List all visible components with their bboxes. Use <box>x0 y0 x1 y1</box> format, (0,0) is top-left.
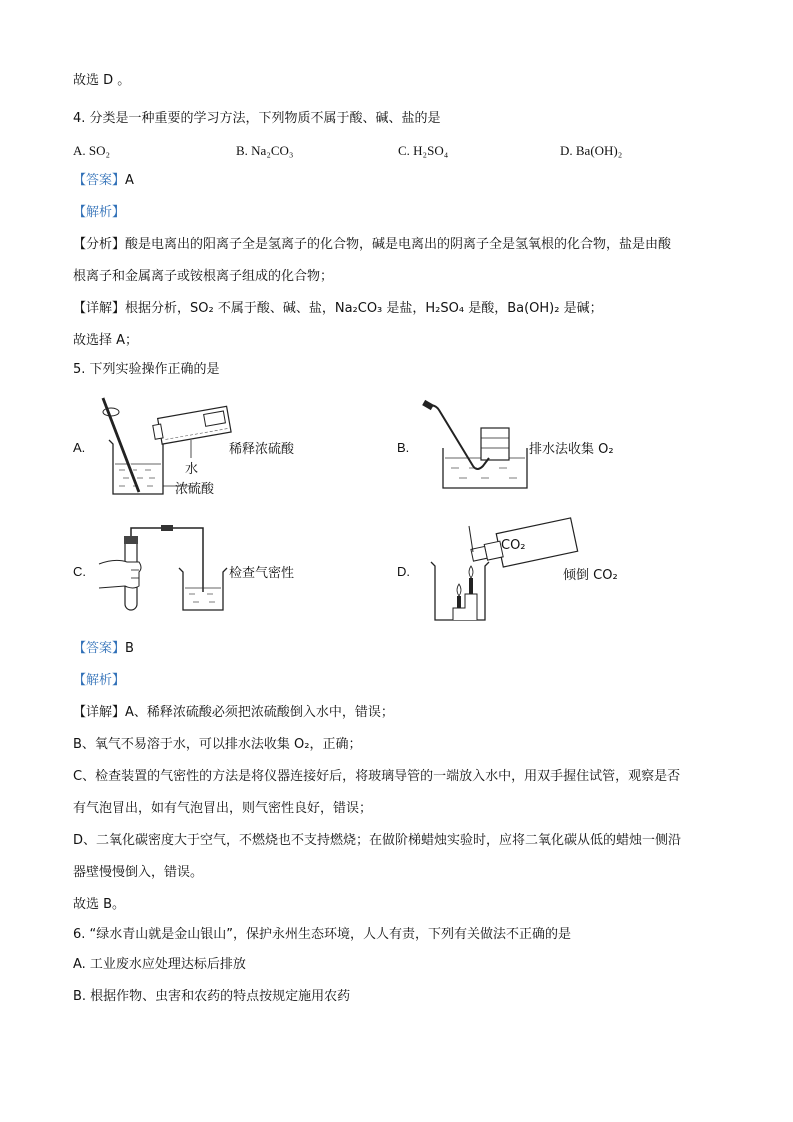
fenxi-tag: 【分析】 <box>73 237 126 252</box>
q4-option-a: A. SO₂ <box>73 143 111 158</box>
analysis-label-5: 【解析】 <box>73 673 126 688</box>
figure-d <box>397 516 697 626</box>
figure-c-drawing <box>95 522 245 622</box>
figure-b-letter: B. <box>397 440 410 455</box>
figure-a-acid-label: 浓硫酸 <box>175 482 215 497</box>
xiangjie-text: A、稀释浓硫酸必须把浓硫酸倒入水中，错误； <box>125 705 394 720</box>
choose-a-line: 故选择 A； <box>73 333 139 348</box>
q4-option-b: B. Na₂CO₃ <box>236 143 294 158</box>
question-4: 4. 分类是一种重要的学习方法，下列物质不属于酸、碱、盐的是 <box>73 111 441 126</box>
fenxi-text: 酸是电离出的阳离子全是氢离子的化合物，碱是电离出的阴离子全是氢氧根的化合物，盐是由酸 <box>125 237 672 252</box>
question-6-option-b: B. 根据作物、虫害和农药的特点按规定施用农药 <box>73 989 351 1004</box>
figure-d-caption: 倾倒 CO₂ <box>563 568 618 583</box>
figure-c-caption: 检查气密性 <box>229 566 295 581</box>
xiangjie-tag: 【详解】 <box>73 705 126 720</box>
figure-b <box>397 396 697 496</box>
fenxi-line-2: 根离子和金属离子或铵根离子组成的化合物； <box>73 269 334 284</box>
prev-answer-line: 故选 D 。 <box>73 73 131 88</box>
figure-c <box>73 522 393 622</box>
fenxi-line-1 <box>73 236 671 254</box>
figure-b-caption: 排水法收集 O₂ <box>529 442 614 457</box>
xiangjie-5-b: B、氧气不易溶于水，可以排水法收集 O₂，正确； <box>73 737 362 752</box>
answer-value: B <box>125 641 134 656</box>
figure-a <box>73 392 393 502</box>
answer-5 <box>73 640 134 658</box>
xiangjie-5-d2: 器壁慢慢倒入，错误。 <box>73 865 204 880</box>
xiangjie-5-a <box>73 704 394 722</box>
q4-option-d: D. Ba(OH)₂ <box>560 143 623 158</box>
xiangjie-tag: 【详解】 <box>73 301 126 316</box>
figure-a-letter: A. <box>73 440 86 455</box>
xiangjie-5-c2: 有气泡冒出，如有气泡冒出，则气密性良好，错误； <box>73 801 373 816</box>
xiangjie-text: 根据分析，SO₂ 不属于酸、碱、盐，Na₂CO₃ 是盐，H₂SO₄ 是酸，Ba(OH)₂ 是碱； <box>125 301 603 316</box>
answer-4 <box>73 172 134 190</box>
answer-value: A <box>125 173 134 188</box>
xiangjie-4 <box>73 300 603 318</box>
analysis-label-4: 【解析】 <box>73 205 126 220</box>
answer-label: 【答案】 <box>73 641 126 656</box>
question-5: 5. 下列实验操作正确的是 <box>73 362 220 377</box>
figure-d-letter: D. <box>397 564 410 579</box>
figure-d-bottle-label: CO₂ <box>501 538 526 553</box>
figure-c-letter: C. <box>73 564 86 579</box>
xiangjie-5-d1: D、二氧化碳密度大于空气，不燃烧也不支持燃烧；在做阶梯蜡烛实验时，应将二氧化碳从低的蜡烛一侧沿 <box>73 833 682 848</box>
figure-a-caption: 稀释浓硫酸 <box>229 442 295 457</box>
figure-d-drawing <box>425 516 585 626</box>
question-6: 6. “绿水青山就是金山银山”，保护永州生态环境，人人有责，下列有关做法不正确的是 <box>73 927 572 942</box>
q4-option-c: C. H₂SO₄ <box>398 143 449 158</box>
xiangjie-5-c1: C、检查装置的气密性的方法是将仪器连接好后，将玻璃导管的一端放入水中，用双手握住试管，观察是否 <box>73 769 681 784</box>
question-6-option-a: A. 工业废水应处理达标后排放 <box>73 957 246 972</box>
choose-b-line: 故选 B。 <box>73 897 126 912</box>
answer-label: 【答案】 <box>73 173 126 188</box>
figure-a-water-label: 水 <box>185 462 199 477</box>
